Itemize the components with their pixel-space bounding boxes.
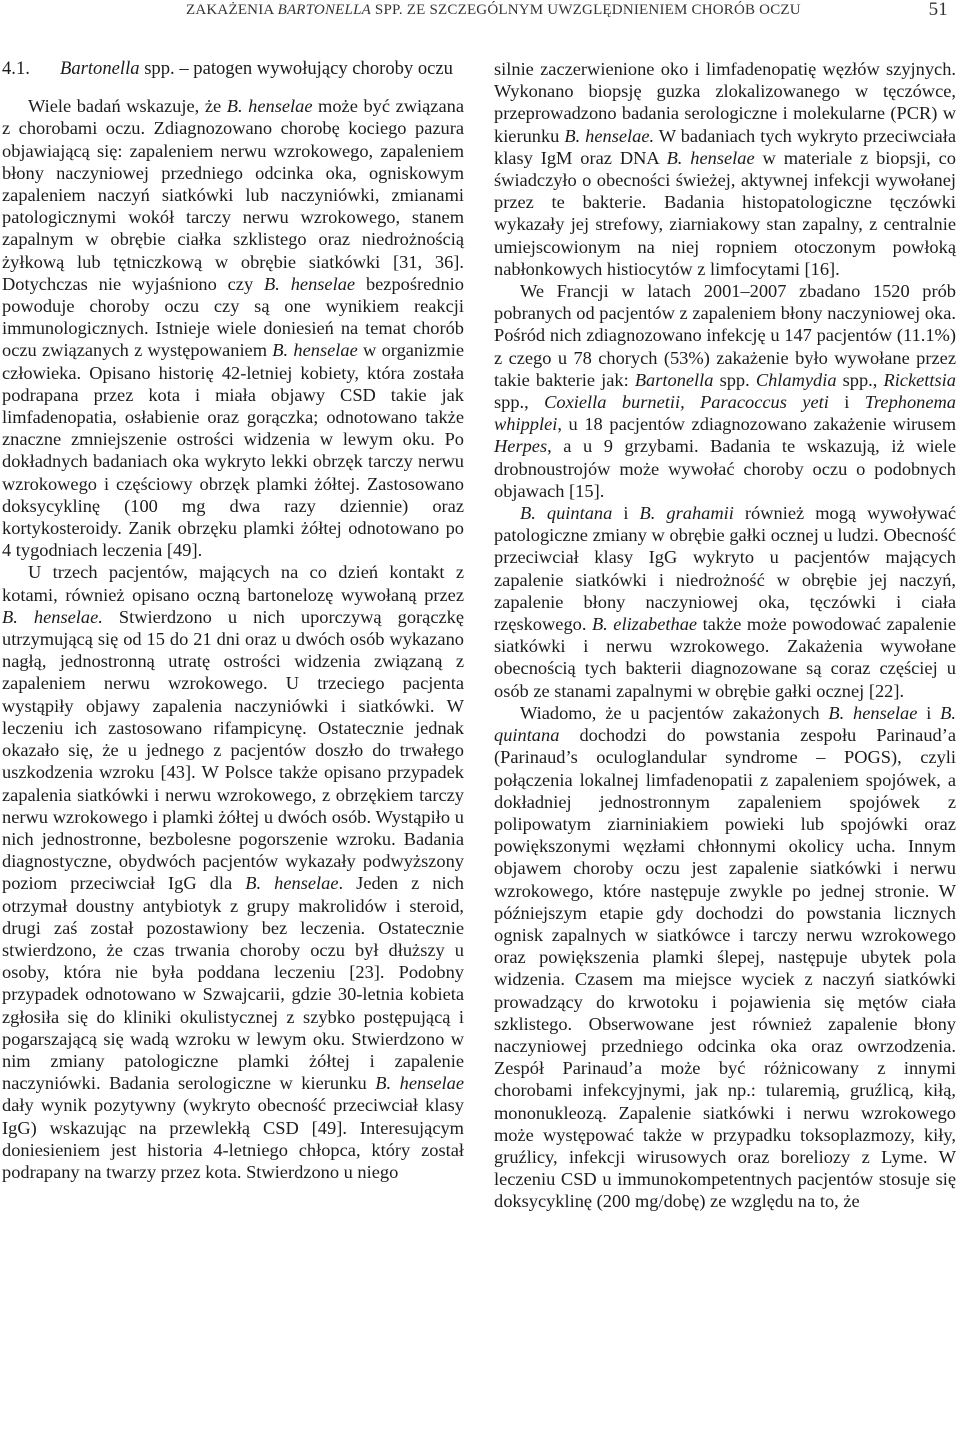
left-column bbox=[2, 58, 464, 1183]
paragraph: Wiadomo, że u pacjentów zakażonych B. henselae i B. quintana dochodzi do powstania zespołu Parinaud’a (Parinaud’s oculoglandular syndrome – POGS), czyli połączenia lokalnej limfadenopatii z zapaleniem spojówek, a dokładniej jednostronnym zapaleniem spojówek z polipowatym ziarniniakiem powieki lub spojówki oraz powiększonymi węzłami chłonnymi okolicy ucha. Innym objawem choroby oczu jest zapalenie siatkówki i nerwu wzrokowego, które następuje zwykle po jednej stronie. W późniejszym etapie gdy dochodzi do powstania licznych ognisk zapalnych w siatkówce i tarczy nerwu wzrokowego oraz powiększenia plamki ślepej, następuje ubytek pola widzenia. Czasem ma miejsce wyciek z naczyń siatkówki prowadzący do krwotoku i pojawienia się mętów ciała szklistego. Obserwowane jest również zapalenie błony naczyniowej przedniego odcinka oka oraz owrzodzenia. Zespół Parinaud’a może być różnicowany z innymi chorobami infekcyjnymi, jak np.: tularemią, gruźlicą, kiłą, mononukleozą. Zapalenie siatkówki i nerwu wzrokowego może występować także w przypadku toksoplazmozy, kiły, gruźlicy, infekcji wirusowych oraz boreliozy z Lyme. W leczeniu CSD u immunokompetentnych pacjentów stosuje się doksycyklinę (200 mg/dobę) ze względu na to, że bbox=[494, 702, 956, 1212]
section-number: 4.1. bbox=[2, 58, 30, 79]
section-title: Bartonella spp. – patogen wywołujący choroby oczu bbox=[60, 58, 453, 79]
paragraph: Wiele badań wskazuje, że B. henselae może być związana z chorobami oczu. Zdiagnozowano chorobę kociego pazura objawiającą się: zapaleniem nerwu wzrokowego, zapaleniem błony naczyniowej przedniego odcinka oka, ogniskowym zapaleniem naczyń siatkówki lub naczyniówki, zmianami patologicznymi wokół tarczy nerwu wzrokowego, stanem zapalnym w obrębie ciałka szklistego oraz niedrożnością żyłkową lub tętniczkową w obrębie siatkówki [31, 36]. Dotychczas nie wyjaśniono czy B. henselae bezpośrednio powoduje choroby oczu czy są one wynikiem reakcji immunologicznych. Istnieje wiele doniesień na temat chorób oczu związanych z występowaniem B. henselae w organizmie człowieka. Opisano historię 42-letniej kobiety, która została podrapana przez kota i miała objawy CSD takie jak limfadenopatia, osłabienie oraz gorączka; odnotowano także znaczne zmniejszenie ostrości widzenia w lewym oku. Po dokładnych badaniach oka wykryto lekki obrzęk tarczy nerwu wzrokowego i częściowy obrzęk plamki żółtej. Zastosowano doksycyklinę (100 mg dwa razy dziennie) oraz kortykosteroidy. Zanik obrzęku plamki żółtej odnotowano po 4 tygodniach leczenia [49]. bbox=[2, 96, 464, 561]
running-header bbox=[186, 2, 956, 19]
section-heading bbox=[2, 58, 464, 80]
right-column bbox=[494, 58, 956, 1213]
paragraph: silnie zaczerwienione oko i limfadenopatię węzłów szyjnych. Wykonano biopsję guzka zlokalizowanego w tęczówce, przeprowadzono badania serologiczne i molekularne (PCR) w kierunku B. henselae. W badaniach tych wykryto przeciwciała klasy IgM oraz DNA B. henselae w materiale z biopsji, co świadczyło o obecności świeżej, aktywnej infekcji wywołanej przez te bakterie. Badania histopatologiczne tęczówki wykazały jej strefowy, ziarniakowy stan zapalny, z centralnie umiejscowionym na niej ropniem otoczonym powłoką nabłonkowych histiocytów z limfocytami [16]. bbox=[494, 59, 957, 279]
paragraph: U trzech pacjentów, mających na co dzień kontakt z kotami, również opisano oczną bartonelozę wywołaną przez B. henselae. Stwierdzono u nich uporczywą gorączkę utrzymującą się od 15 do 21 dni oraz u dwóch osób wykazano nagłą, jednostronną utratę ostrości widzenia związaną z zapaleniem nerwu wzrokowego. U trzeciego pacjenta wystąpiły objawy zapalenia naczyniówki i siatkówki. W leczeniu ich zastosowano rifampicynę. Ostatecznie jednak okazało się, że u jednego z pacjentów doszło do trwałego uszkodzenia wzroku [43]. W Polsce także opisano przypadek zapalenia siatkówki i nerwu wzrokowego, z obrzękiem tarczy nerwu wzrokowego i plamki żółtej u dwóch osób. Wystąpiło u nich jednostronne, bezbolesne pogorszenie wzroku. Badania diagnostyczne, obydwóch pacjentów wykazały podwyższony poziom przeciwciał IgG dla B. henselae. Jeden z nich otrzymał doustny antybiotyk z grupy makrolidów i steroid, drugi zaś został pozostawiony bez leczenia. Ostatecznie stwierdzono, że czas trwania choroby oczu był dłuższy u osoby, która nie była poddana leczeniu [23]. Podobny przypadek odnotowano w Szwajcarii, gdzie 30-letnia kobieta zgłosiła się do kliniki okulistycznej z szybko postępującą i pogarszającą się wadą wzroku w lewym oku. Stwierdzono w nim zmiany patologiczne plamki żółtej i zapalenie naczyniówki. Badania serologiczne w kierunku B. henselae dały wynik pozytywny (wykryto obecność przeciwciał klasy IgG) wskazując na przewlekłą CSD [49]. Interesującym doniesieniem jest historia 4-letniego chłopca, który został podrapany na twarzy przez kota. Stwierdzono u niego bbox=[2, 562, 465, 1182]
paragraph: We Francji w latach 2001–2007 zbadano 1520 prób pobranych od pacjentów z zapaleniem błony naczyniowej oka. Pośród nich zdiagnozowano infekcję u 147 pacjentów (11.1%) z czego u 78 chorych (53%) zakażenie było wywołane przez takie bakterie jak: Bartonella spp. Chlamydia spp., Rickettsia spp., Coxiella burnetii, Paracoccus yeti i Trephonema whipplei, u 18 pacjentów zdiagnozowano zakażenie wirusem Herpes, a u 9 grzybami. Badania te wskazują, iż wiele drobnoustrojów może wywołać choroby oczu o podobnych objawach [15]. bbox=[494, 281, 957, 501]
page-number: 51 bbox=[928, 0, 948, 20]
paragraph: B. quintana i B. grahamii również mogą wywoływać patologiczne zmiany w obrębie gałki ocznej u ludzi. Obecność przeciwciał klasy IgG wykryto u pacjentów mających zapalenie siatkówki i niedrożność w obrębie jej naczyń, zapalenie błony naczyniowej oka, tęczówki i ciała rzęskowego. B. elizabethae także może powodować zapalenie siatkówki i nerwu wzrokowego. Zakażenia wywołane obecnością tych bakterii diagnozowane są coraz częściej u osób ze stanami zapalnymi w obrębie gałki ocznej [22]. bbox=[494, 503, 957, 701]
running-title: ZAKAŻENIA BARTONELLA SPP. ZE SZCZEGÓLNYM UWZGLĘDNIENIEM CHORÓB OCZU bbox=[186, 2, 801, 18]
